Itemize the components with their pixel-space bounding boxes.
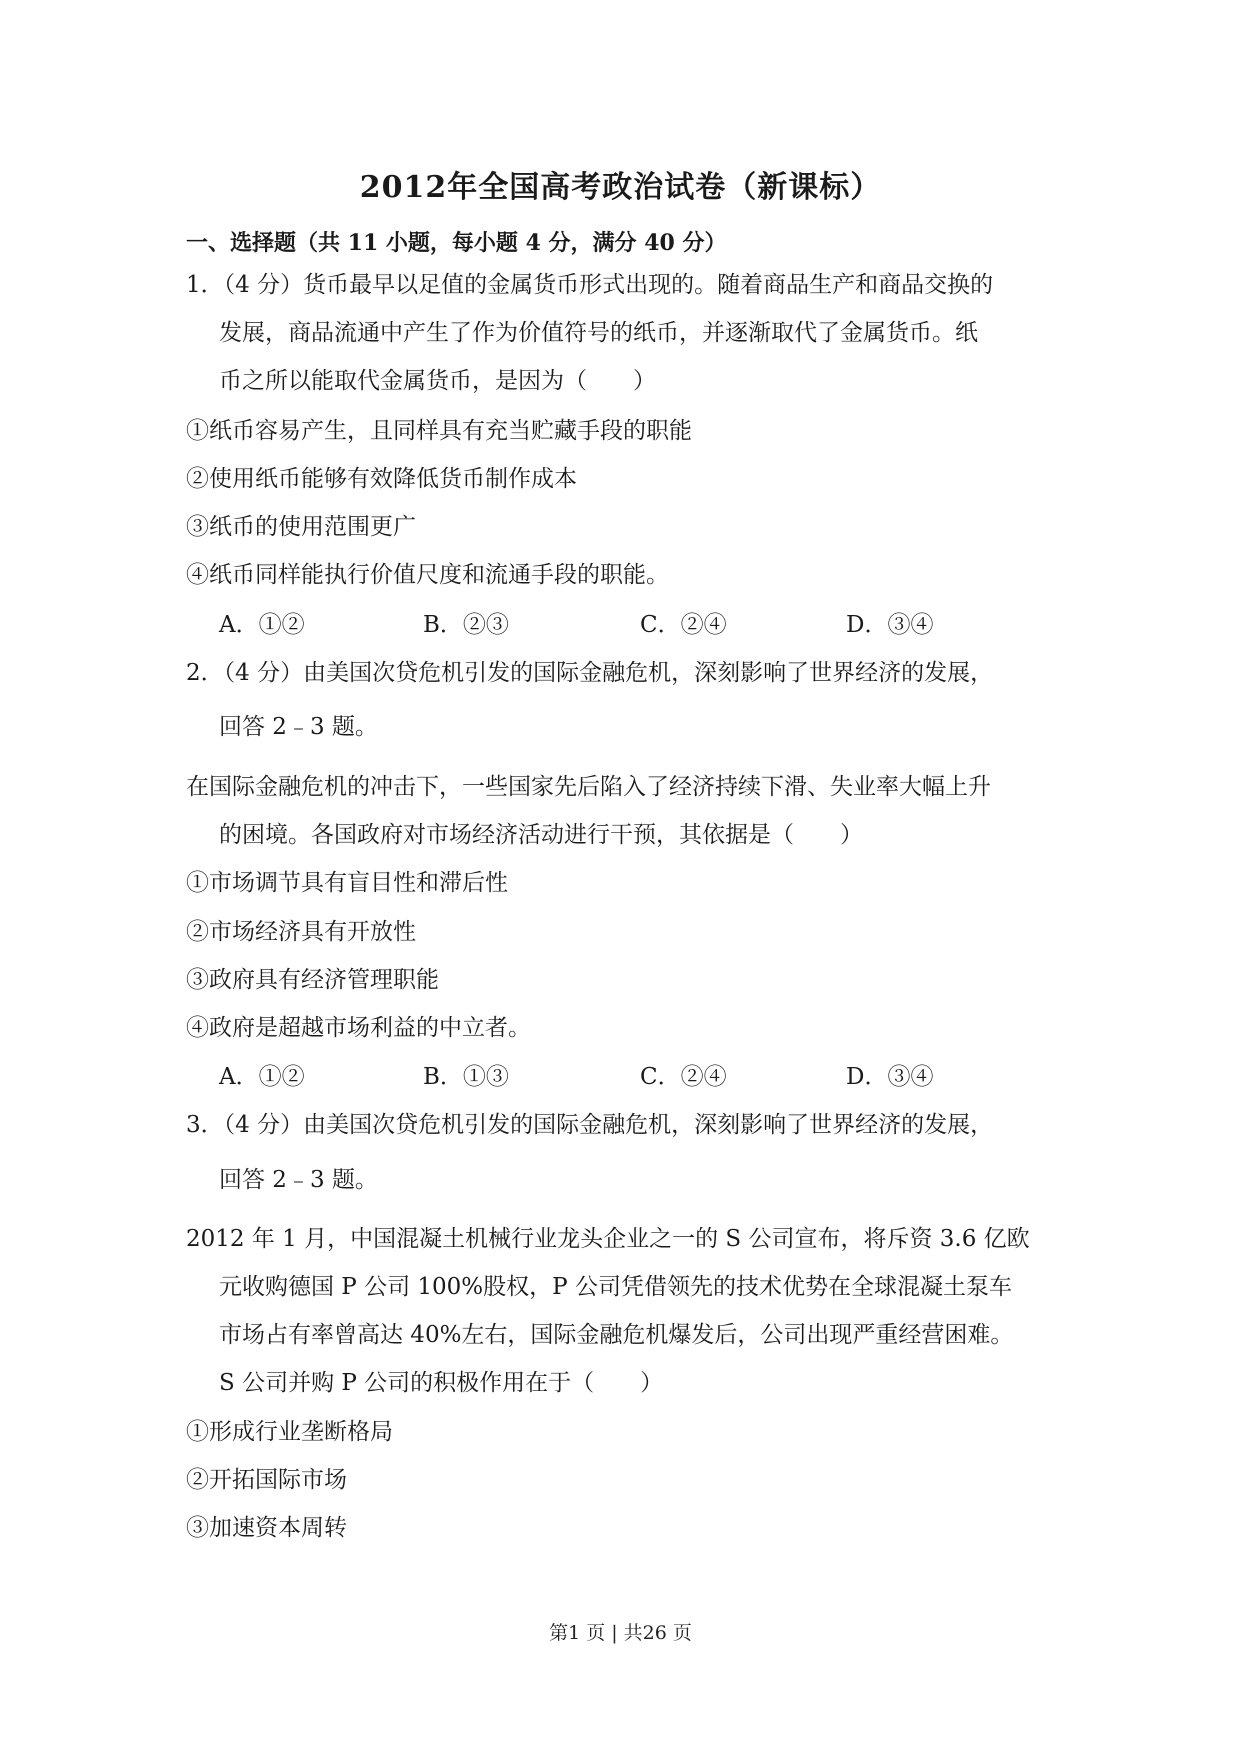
q2-statement-4: ④政府是超越市场利益的中立者。 — [186, 1015, 531, 1041]
q3-line-2: 回答 2﹣3 题。 — [219, 1167, 378, 1193]
q1-line-2: 发展，商品流通中产生了作为价值符号的纸币，并逐渐取代了金属货币。纸 — [219, 320, 978, 346]
q2-option-d: D．③④ — [846, 1064, 934, 1090]
q1-statement-3: ③纸币的使用范围更广 — [186, 514, 416, 540]
q3-stem-1: 2012 年 1 月，中国混凝土机械行业龙头企业之一的 S 公司宣布，将斥资 3.6 亿欧 — [186, 1226, 1030, 1252]
q2-option-c: C．②④ — [640, 1064, 727, 1090]
q3-statement-1: ①形成行业垄断格局 — [186, 1419, 393, 1445]
q2-option-b: B．①③ — [423, 1064, 509, 1090]
q2-statement-3: ③政府具有经济管理职能 — [186, 967, 439, 993]
q2-stem-2: 的困境。各国政府对市场经济活动进行干预，其依据是（ ） — [219, 822, 863, 848]
q1-line-3: 币之所以能取代金属货币，是因为（ ） — [219, 368, 656, 394]
q1-option-d: D．③④ — [846, 612, 934, 638]
q2-line-2: 回答 2﹣3 题。 — [219, 714, 378, 740]
q1-line-1: 1．（4 分）货币最早以足值的金属货币形式出现的。随着商品生产和商品交换的 — [186, 272, 994, 298]
q1-option-a: A．①② — [219, 612, 305, 638]
q2-statement-1: ①市场调节具有盲目性和滞后性 — [186, 870, 508, 896]
q3-statement-2: ②开拓国际市场 — [186, 1467, 347, 1493]
section-heading: 一、选择题（共 11 小题，每小题 4 分，满分 40 分） — [186, 230, 727, 256]
q3-stem-4: S 公司并购 P 公司的积极作用在于（ ） — [219, 1370, 664, 1396]
q1-statement-1: ①纸币容易产生，且同样具有充当贮藏手段的职能 — [186, 418, 692, 444]
q3-statement-3: ③加速资本周转 — [186, 1515, 347, 1541]
q3-stem-2: 元收购德国 P 公司 100%股权，P 公司凭借领先的技术优势在全球混凝土泵车 — [219, 1274, 1012, 1300]
q1-statement-4: ④纸币同样能执行价值尺度和流通手段的职能。 — [186, 562, 669, 588]
q1-option-b: B．②③ — [423, 612, 509, 638]
q2-statement-2: ②市场经济具有开放性 — [186, 919, 416, 945]
q3-stem-3: 市场占有率曾高达 40%左右，国际金融危机爆发后，公司出现严重经营困难。 — [219, 1322, 1014, 1348]
page-title: 2012年全国高考政治试卷（新课标） — [359, 170, 882, 205]
q1-option-c: C．②④ — [640, 612, 727, 638]
q2-line-1: 2．（4 分）由美国次贷危机引发的国际金融危机，深刻影响了世界经济的发展， — [186, 660, 994, 686]
q2-stem-1: 在国际金融危机的冲击下，一些国家先后陷入了经济持续下滑、失业率大幅上升 — [186, 774, 991, 800]
q2-option-a: A．①② — [219, 1064, 305, 1090]
page-footer: 第1 页 | 共26 页 — [549, 1622, 692, 1644]
q3-line-1: 3．（4 分）由美国次贷危机引发的国际金融危机，深刻影响了世界经济的发展， — [186, 1112, 994, 1138]
q1-statement-2: ②使用纸币能够有效降低货币制作成本 — [186, 466, 577, 492]
